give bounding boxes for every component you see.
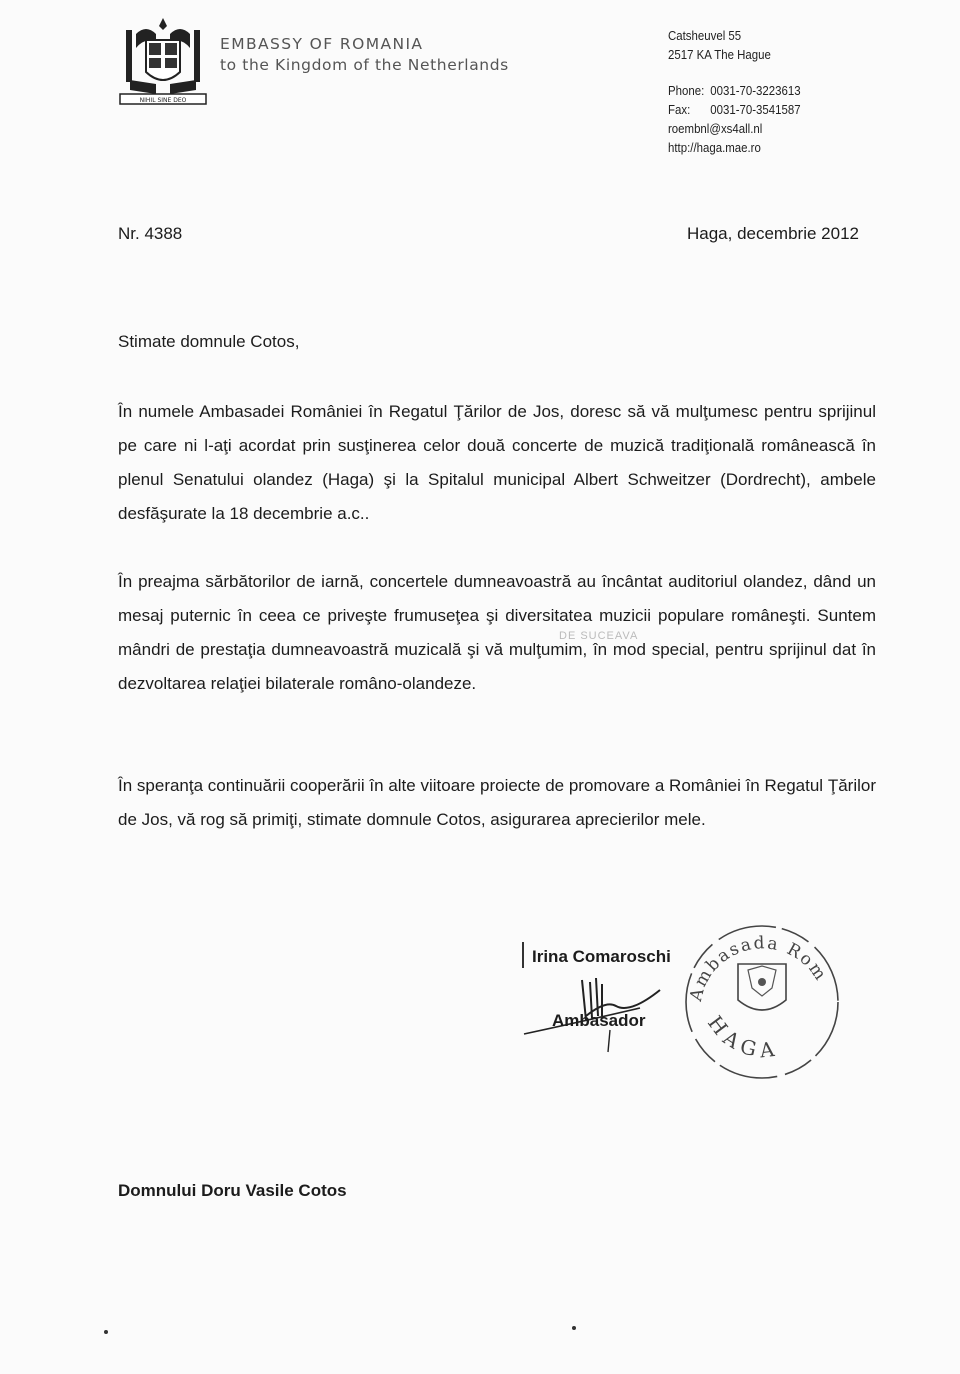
signatory-name-text: Irina Comaroschi — [532, 947, 671, 966]
scan-speck — [572, 1326, 576, 1330]
paragraph-2: În preajma sărbătorilor de iarnă, concertele dumneavoastră au încântat auditoriul olandez, dând un mesaj puternic în ceea ce priveşte frumuseţea şi diversitatea muzicii populare româneşti. Suntem mândri de prestaţia dumneavoastră muzicală şi vă mulţumim, în mod special, pentru sprijinul dat în dezvoltarea relaţiei bilaterale româno-olandeze. — [118, 572, 876, 693]
embassy-name — [220, 34, 509, 76]
phone-row — [668, 81, 801, 100]
paragraph-1: În numele Ambasadei României în Regatul Ţărilor de Jos, doresc să vă mulţumesc pentru sprijinul pe care ni l-aţi acordat prin susţinerea celor două concerte de muzică tradiţională românească în plenul Senatului olandez (Haga) şi la Spitalul municipal Albert Schweitzer (Dordrecht), ambele desfăşurate la 18 decembrie a.c.. — [118, 402, 876, 523]
fax-label: Fax: — [668, 102, 691, 117]
paragraph-3: În speranţa continuării cooperării în alte viitoare proiecte de promovare a României în Regatul Ţărilor de Jos, vă rog să primiţi, stimate domnule Cotos, asigurarea aprecierilor mele. — [118, 776, 876, 829]
email: roembnl@xs4all.nl — [668, 121, 763, 136]
embassy-stamp-icon — [676, 910, 846, 1082]
salutation: Stimate domnule Cotos, — [118, 332, 300, 351]
svg-text:HAGA — [703, 1011, 781, 1062]
watermark: DE SUCEAVA — [559, 630, 639, 642]
handwritten-signature-icon — [520, 960, 680, 1060]
svg-text:NIHIL SINE DEO: NIHIL SINE DEO — [139, 97, 187, 104]
embassy-title: EMBASSY OF ROMANIA — [220, 35, 424, 53]
city: 2517 KA The Hague — [668, 47, 771, 62]
fax-value: 0031-70-3541587 — [710, 102, 801, 117]
scan-speck — [104, 1330, 108, 1334]
stamp-top-text: Ambasada Rom — [686, 933, 832, 1004]
reference-number: Nr. 4388 — [118, 224, 183, 243]
embassy-subtitle: to the Kingdom of the Netherlands — [220, 56, 509, 74]
stamp-bottom-text: HAGA — [703, 1011, 782, 1063]
addressee: Domnului Doru Vasile Cotos — [118, 1181, 347, 1200]
phone-value: 0031-70-3223613 — [710, 83, 801, 98]
letter-date: Haga, decembrie 2012 — [686, 224, 859, 243]
contact-block — [668, 26, 801, 157]
romanian-coat-of-arms-icon — [116, 14, 210, 114]
street: Catsheuvel 55 — [668, 28, 742, 43]
fax-row — [668, 100, 801, 119]
website: http://haga.mae.ro — [668, 140, 761, 155]
phone-label: Phone: — [668, 83, 705, 98]
signatory-role: Ambasador — [552, 1011, 646, 1030]
